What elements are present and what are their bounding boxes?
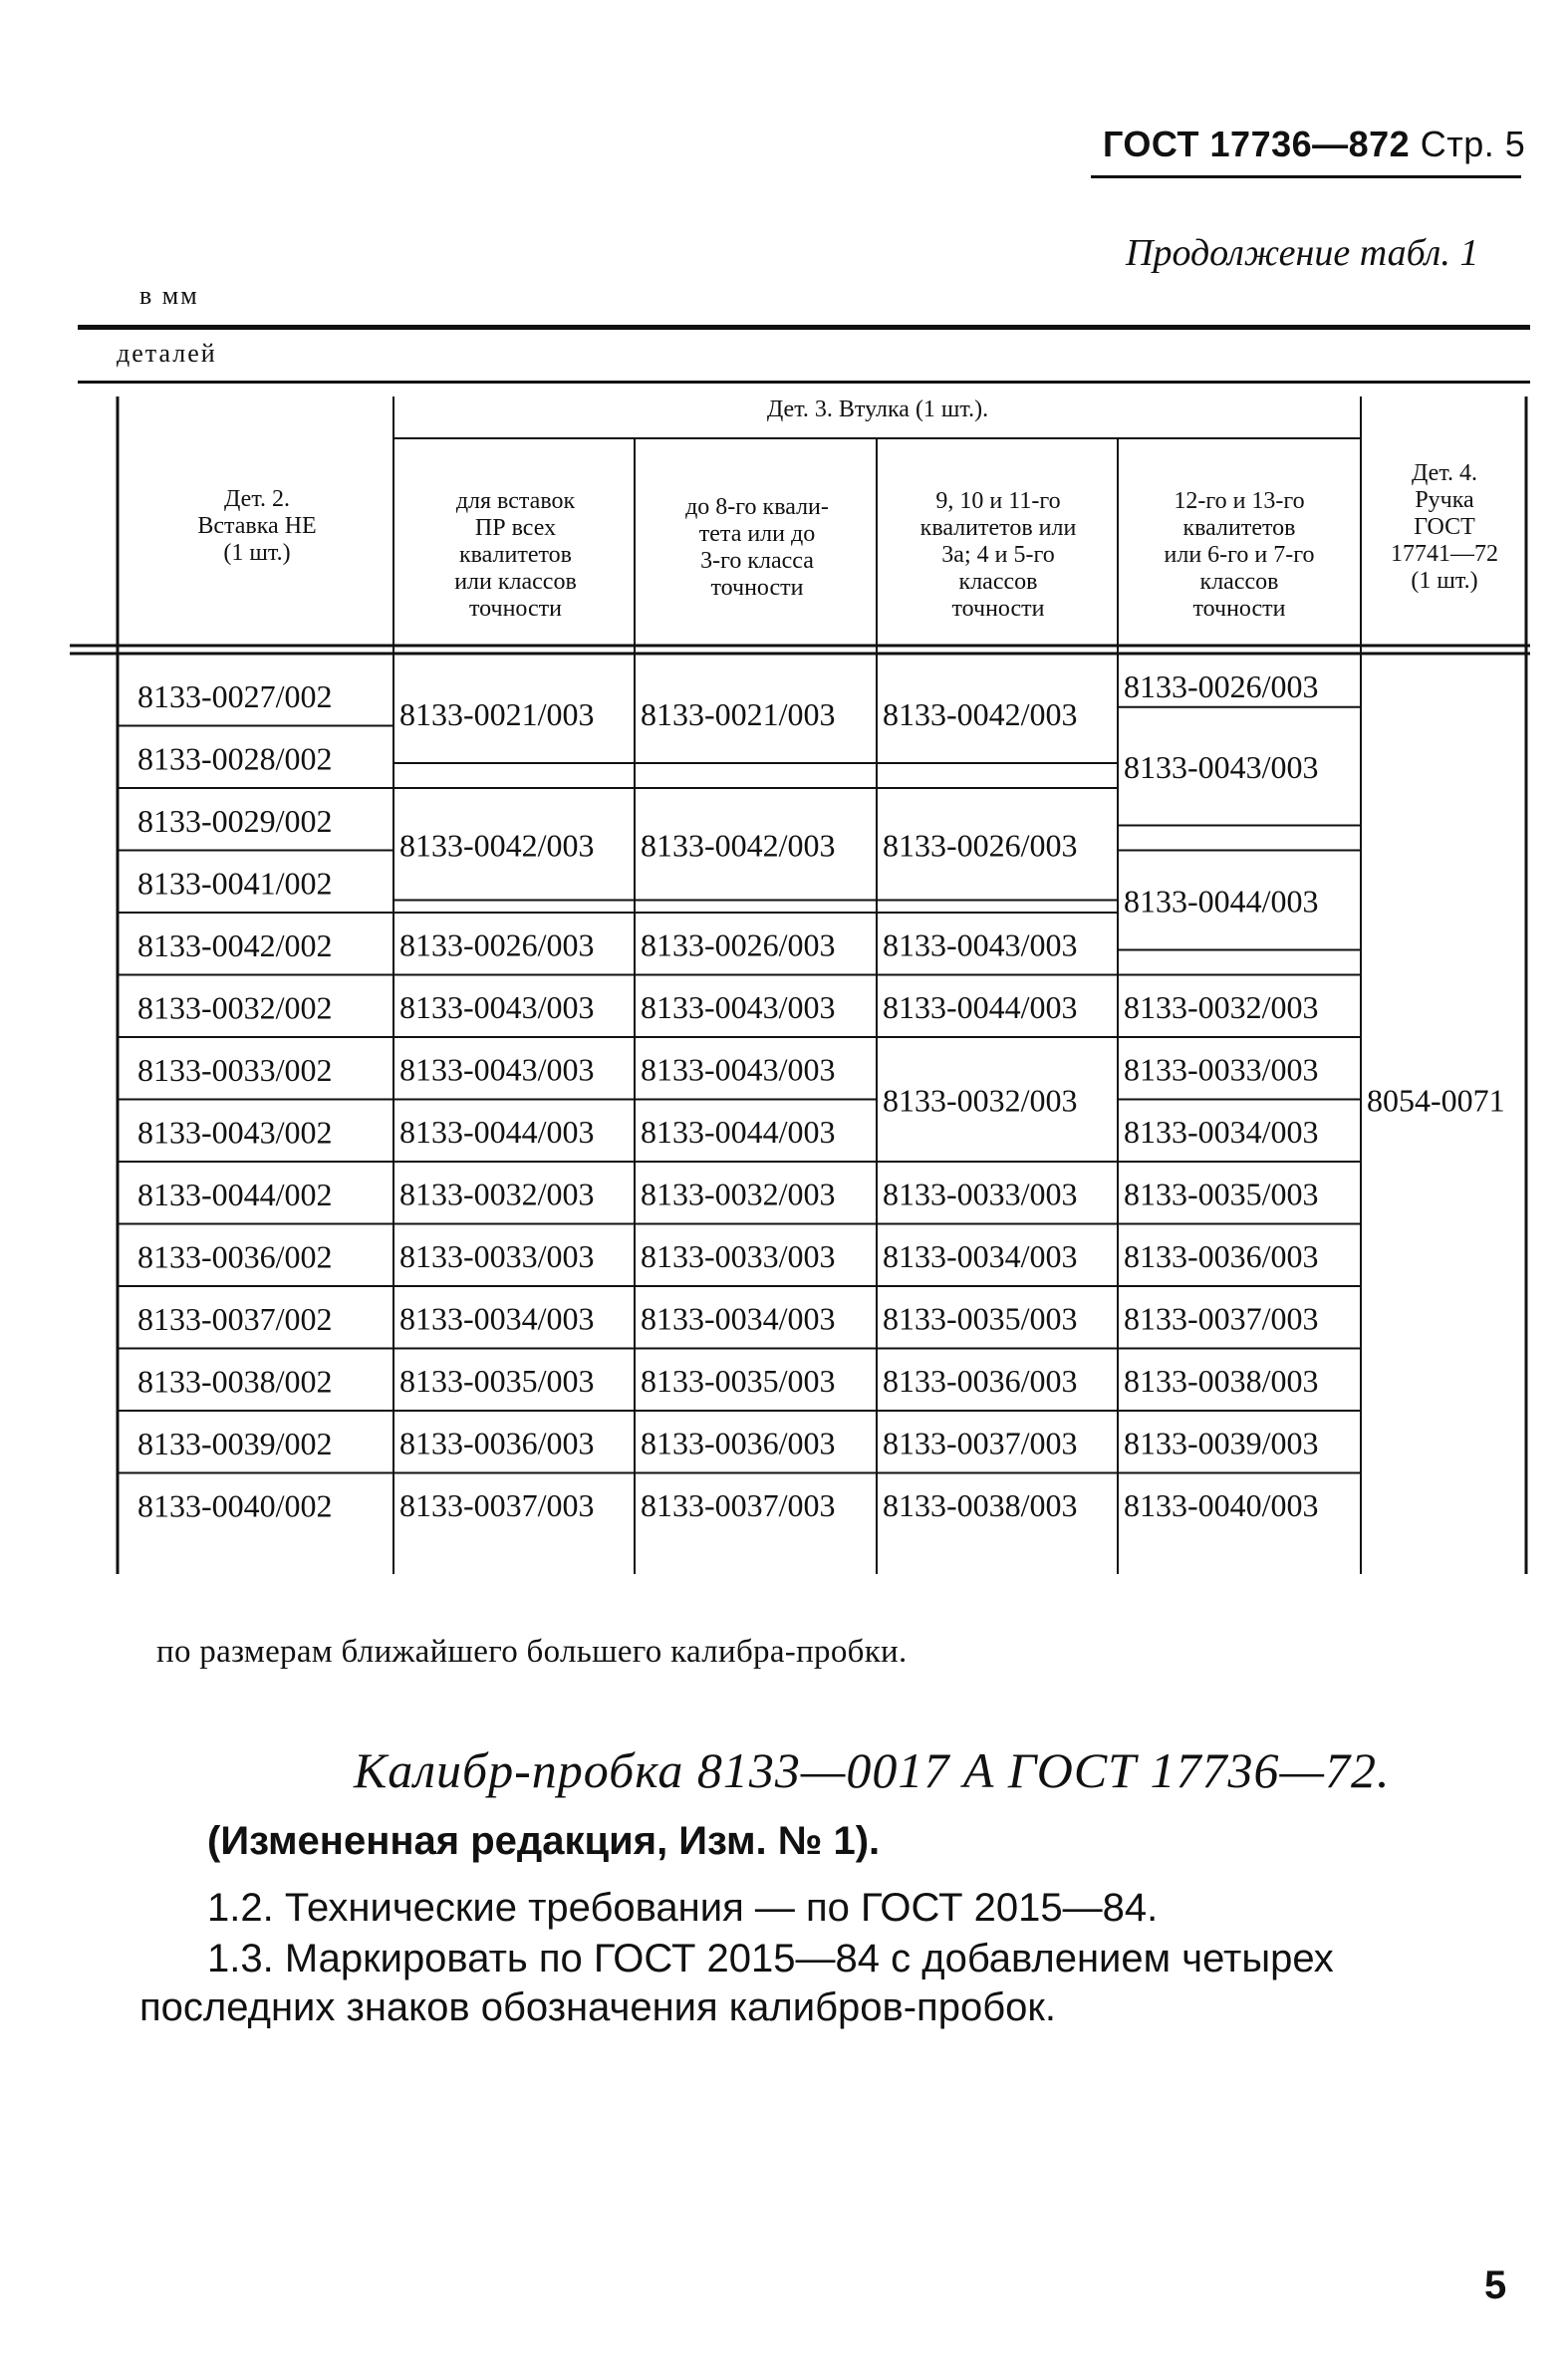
header-sub-9 xyxy=(879,488,1118,623)
det4-line: Дет. 4. xyxy=(1412,460,1477,486)
col5-value: 8133-0039/003 xyxy=(1124,1425,1319,1461)
col1-value: 8133-0044/002 xyxy=(137,1177,333,1212)
col4-value: 8133-0038/003 xyxy=(883,1486,1078,1523)
col3-value: 8133-0042/003 xyxy=(641,827,836,864)
col1-value: 8133-0041/002 xyxy=(137,865,333,902)
col5-value: 8133-0037/003 xyxy=(1124,1300,1319,1337)
col2-value: 8133-0037/003 xyxy=(399,1486,595,1523)
sub-8-line: до 8-го квали- xyxy=(685,494,829,520)
col5-value: 8133-0038/003 xyxy=(1124,1362,1319,1399)
col3-value: 8133-0037/003 xyxy=(641,1486,836,1523)
col3-value: 8133-0026/003 xyxy=(641,926,836,963)
footer-line: по размерам ближайшего большего калибра-пробки. xyxy=(156,1634,908,1670)
sub-9-line: точности xyxy=(951,596,1045,622)
col3-value: 8133-0021/003 xyxy=(641,696,836,732)
col4-value: 8133-0043/003 xyxy=(883,926,1078,963)
sub-9-line: 3а; 4 и 5-го xyxy=(941,542,1055,568)
col3-value: 8133-0043/003 xyxy=(641,988,836,1025)
col1-value: 8133-0042/002 xyxy=(137,927,333,963)
col1-value: 8133-0038/002 xyxy=(137,1363,333,1400)
sub-pr-line: точности xyxy=(468,596,563,622)
col3-value: 8133-0033/003 xyxy=(641,1237,836,1274)
col1-value: 8133-0028/002 xyxy=(137,740,333,777)
col2-value: 8133-0043/003 xyxy=(399,1051,595,1088)
col5-value: 8133-0032/003 xyxy=(1124,988,1319,1025)
sub-12-line: или 6-го и 7-го xyxy=(1164,542,1315,568)
det4-line: Ручка xyxy=(1415,487,1474,513)
paragraph-1-3-line1: 1.3. Маркировать по ГОСТ 2015—84 с добавлением четырех xyxy=(207,1937,1334,1980)
col3-value: 8133-0032/003 xyxy=(641,1176,836,1212)
col5-value: 8133-0026/003 xyxy=(1124,667,1319,704)
header-sub-8 xyxy=(638,494,877,602)
col2-value: 8133-0021/003 xyxy=(399,696,595,732)
header-det2 xyxy=(123,486,392,567)
col4-value: 8133-0032/003 xyxy=(883,1082,1078,1119)
col3-value: 8133-0035/003 xyxy=(641,1362,836,1399)
col2-value: 8133-0042/003 xyxy=(399,827,595,864)
col2-value: 8133-0043/003 xyxy=(399,988,595,1025)
sub-pr-line: для вставок xyxy=(455,488,576,514)
col5-value: 8133-0033/003 xyxy=(1124,1051,1319,1088)
col3-value: 8133-0036/003 xyxy=(641,1425,836,1461)
col1-value: 8133-0027/002 xyxy=(137,678,333,714)
det4-line: 17741—72 xyxy=(1391,541,1498,567)
col2-value: 8133-0034/003 xyxy=(399,1300,595,1337)
sub-8-line: тета или до xyxy=(698,521,816,547)
unit-label: в мм xyxy=(139,281,199,310)
sub-9-line: 9, 10 и 11-го xyxy=(935,488,1061,514)
sub-9-line: классов xyxy=(958,569,1038,595)
header-det3-group: Дет. 3. Втулка (1 шт.). xyxy=(766,396,989,422)
sub-12-line: 12-го и 13-го xyxy=(1174,488,1305,514)
page-number: 5 xyxy=(1484,2263,1507,2307)
col2-value: 8133-0032/003 xyxy=(399,1176,595,1212)
sub-9-line: квалитетов или xyxy=(919,515,1077,541)
sub-8-line: точности xyxy=(710,575,804,601)
col4-value: 8133-0042/003 xyxy=(883,696,1078,732)
col2-value: 8133-0026/003 xyxy=(399,926,595,963)
col5-value: 8133-0043/003 xyxy=(1124,749,1319,786)
sub-12-line: классов xyxy=(1199,569,1279,595)
section-label: деталей xyxy=(117,339,217,368)
col4-value: 8133-0036/003 xyxy=(883,1362,1078,1399)
col2-value: 8133-0044/003 xyxy=(399,1113,595,1150)
col1-value: 8133-0040/002 xyxy=(137,1487,333,1524)
col1-value: 8133-0036/002 xyxy=(137,1238,333,1275)
header-det4 xyxy=(1365,460,1524,595)
example-designation: Калибр-пробка 8133—0017 А ГОСТ 17736—72. xyxy=(354,1742,1391,1798)
col4-value: 8133-0033/003 xyxy=(883,1176,1078,1212)
det2-line: Дет. 2. xyxy=(224,486,290,512)
col4-value: 8133-0044/003 xyxy=(883,988,1078,1025)
col2-value: 8133-0033/003 xyxy=(399,1237,595,1274)
det4-line: ГОСТ xyxy=(1414,514,1475,540)
continuation-note: Продолжение табл. 1 xyxy=(1126,232,1479,274)
amendment-note: (Измененная редакция, Изм. № 1). xyxy=(207,1819,881,1863)
det4-line: (1 шт.) xyxy=(1411,568,1478,594)
standard-code: ГОСТ 17736—872 xyxy=(1103,124,1411,164)
sub-pr-line: ПР всех xyxy=(474,515,557,541)
col5-value: 8133-0044/003 xyxy=(1124,883,1319,920)
col1-value: 8133-0032/002 xyxy=(137,989,333,1026)
col1-value: 8133-0039/002 xyxy=(137,1426,333,1461)
col1-value: 8133-0043/002 xyxy=(137,1114,333,1151)
sub-12-line: точности xyxy=(1192,596,1286,622)
col1-value: 8133-0029/002 xyxy=(137,803,333,839)
col4-value: 8133-0026/003 xyxy=(883,827,1078,864)
sub-pr-line: или классов xyxy=(454,569,577,595)
paragraph-1-3-line2: последних знаков обозначения калибров-пробок. xyxy=(139,1985,1056,2029)
col1-value: 8133-0033/002 xyxy=(137,1052,333,1088)
header-sub-12 xyxy=(1120,488,1359,623)
det2-line: Вставка НЕ xyxy=(197,513,317,539)
det2-line: (1 шт.) xyxy=(223,540,291,566)
col5-value: 8133-0040/003 xyxy=(1124,1486,1319,1523)
col2-value: 8133-0035/003 xyxy=(399,1362,595,1399)
header-sub-pr xyxy=(398,488,633,623)
table-cells xyxy=(137,668,1505,1524)
col4-value: 8133-0034/003 xyxy=(883,1237,1078,1274)
page-label: Стр. 5 xyxy=(1420,124,1526,164)
col1-value: 8133-0037/002 xyxy=(137,1301,333,1337)
col3-value: 8133-0043/003 xyxy=(641,1051,836,1088)
sub-pr-line: квалитетов xyxy=(458,542,572,568)
col3-value: 8133-0034/003 xyxy=(641,1300,836,1337)
col2-value: 8133-0036/003 xyxy=(399,1425,595,1461)
col4-value: 8133-0037/003 xyxy=(883,1425,1078,1461)
col6-value: 8054-0071 xyxy=(1367,1082,1505,1119)
sub-8-line: 3-го класса xyxy=(700,548,814,574)
col5-value: 8133-0036/003 xyxy=(1124,1237,1319,1274)
paragraph-1-2: 1.2. Технические требования — по ГОСТ 2015—84. xyxy=(207,1886,1159,1930)
col3-value: 8133-0044/003 xyxy=(641,1113,836,1150)
col5-value: 8133-0034/003 xyxy=(1124,1113,1319,1150)
sub-12-line: квалитетов xyxy=(1182,515,1296,541)
col5-value: 8133-0035/003 xyxy=(1124,1176,1319,1212)
col4-value: 8133-0035/003 xyxy=(883,1300,1078,1337)
